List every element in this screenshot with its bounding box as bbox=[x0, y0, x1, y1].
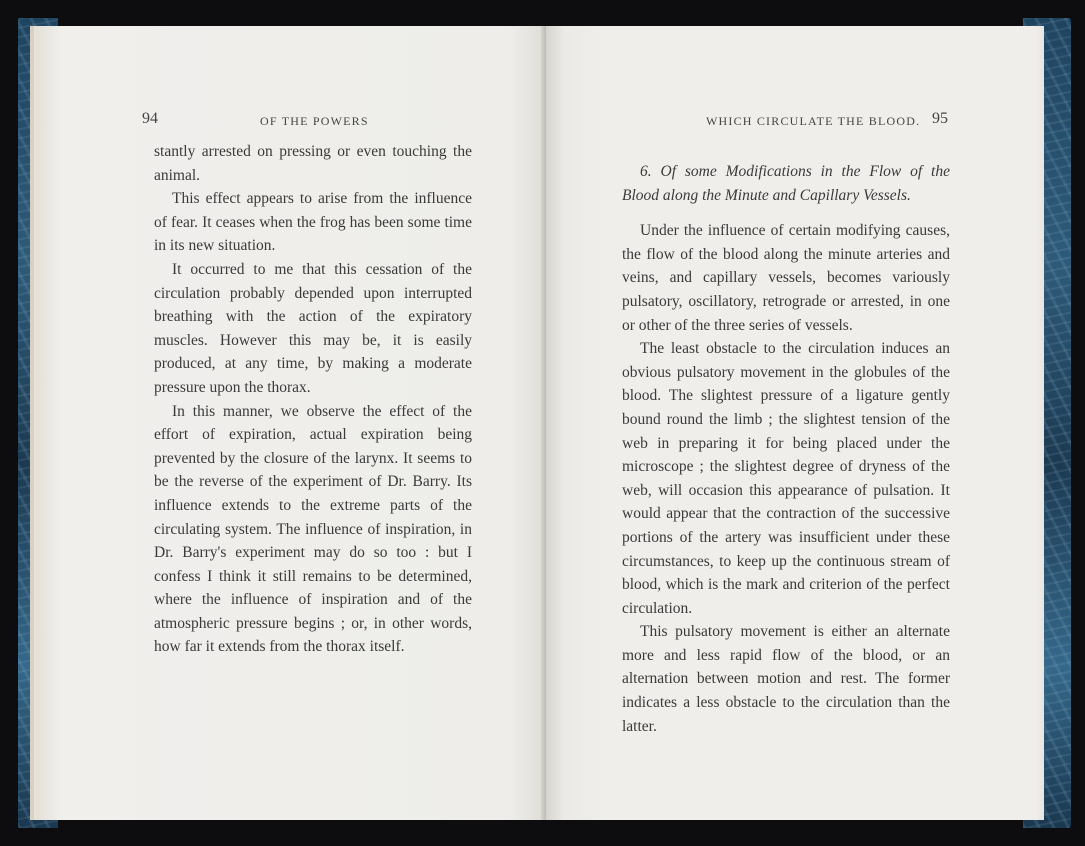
right-paragraph-2: The least obstacle to the circulation induces an obvious pulsatory movement in the globules of the blood. The slightest pressure of a ligature gently bound round the limb ; the slightest tension of the web in preparing it for being placed under the microscope ; the slightest degree of dryness of the web, will occasion this appearance of pulsation. It would appear that the contraction of the successive portions of the artery was insufficient under these circumstances, to keep up the continuous stream of blood, which is the mark and criterion of the perfect circulation. bbox=[622, 340, 950, 617]
right-running-head: WHICH CIRCULATE THE BLOOD. bbox=[706, 114, 921, 128]
left-paragraph-4: In this manner, we observe the effect of the effort of expiration, actual expiration being prevented by the closure of the larynx. It seems to be the reverse of the experiment of Dr. Barry. Its influence extends to the extreme parts of the circulating system. The influence of inspiration, in Dr. Barry's experiment may do so too : but I confess I think it still remains to be determined, where the influence of inspiration and of the atmospheric pressure begins ; or, in other words, how far it extends from the thorax itself. bbox=[154, 402, 472, 656]
left-running-head: OF THE POWERS bbox=[260, 114, 369, 128]
left-page-body bbox=[154, 140, 472, 659]
left-page bbox=[40, 26, 546, 820]
section-heading: 6. Of some Modifications in the Flow of the Blood along the Minute and Capillary Vessels. bbox=[622, 163, 950, 204]
left-page-number: 94 bbox=[142, 110, 158, 127]
right-page bbox=[546, 26, 1044, 820]
right-paragraph-1: Under the influence of certain modifying causes, the flow of the blood along the minute arteries and veins, and capillary vessels, becomes variously pulsatory, oscillatory, retrograde or arrested, in one or other of the three series of vessels. bbox=[622, 222, 950, 334]
left-paragraph-2: This effect appears to arise from the influence of fear. It ceases when the frog has been some time in its new situation. bbox=[154, 190, 472, 255]
right-page-number: 95 bbox=[932, 110, 948, 127]
right-page-body bbox=[622, 160, 950, 738]
left-paragraph-3: It occurred to me that this cessation of the circulation probably depended upon interrupted breathing with the action of the expiratory muscles. However this may be, it is easily produced, at any time, by making a moderate pressure upon the thorax. bbox=[154, 260, 472, 396]
right-paragraph-3: This pulsatory movement is either an alternate more and less rapid flow of the blood, or an alternation between motion and rest. The former indicates a less obstacle to the circulation than the latter. bbox=[622, 623, 950, 735]
left-paragraph-1: stantly arrested on pressing or even touching the animal. bbox=[154, 143, 472, 184]
